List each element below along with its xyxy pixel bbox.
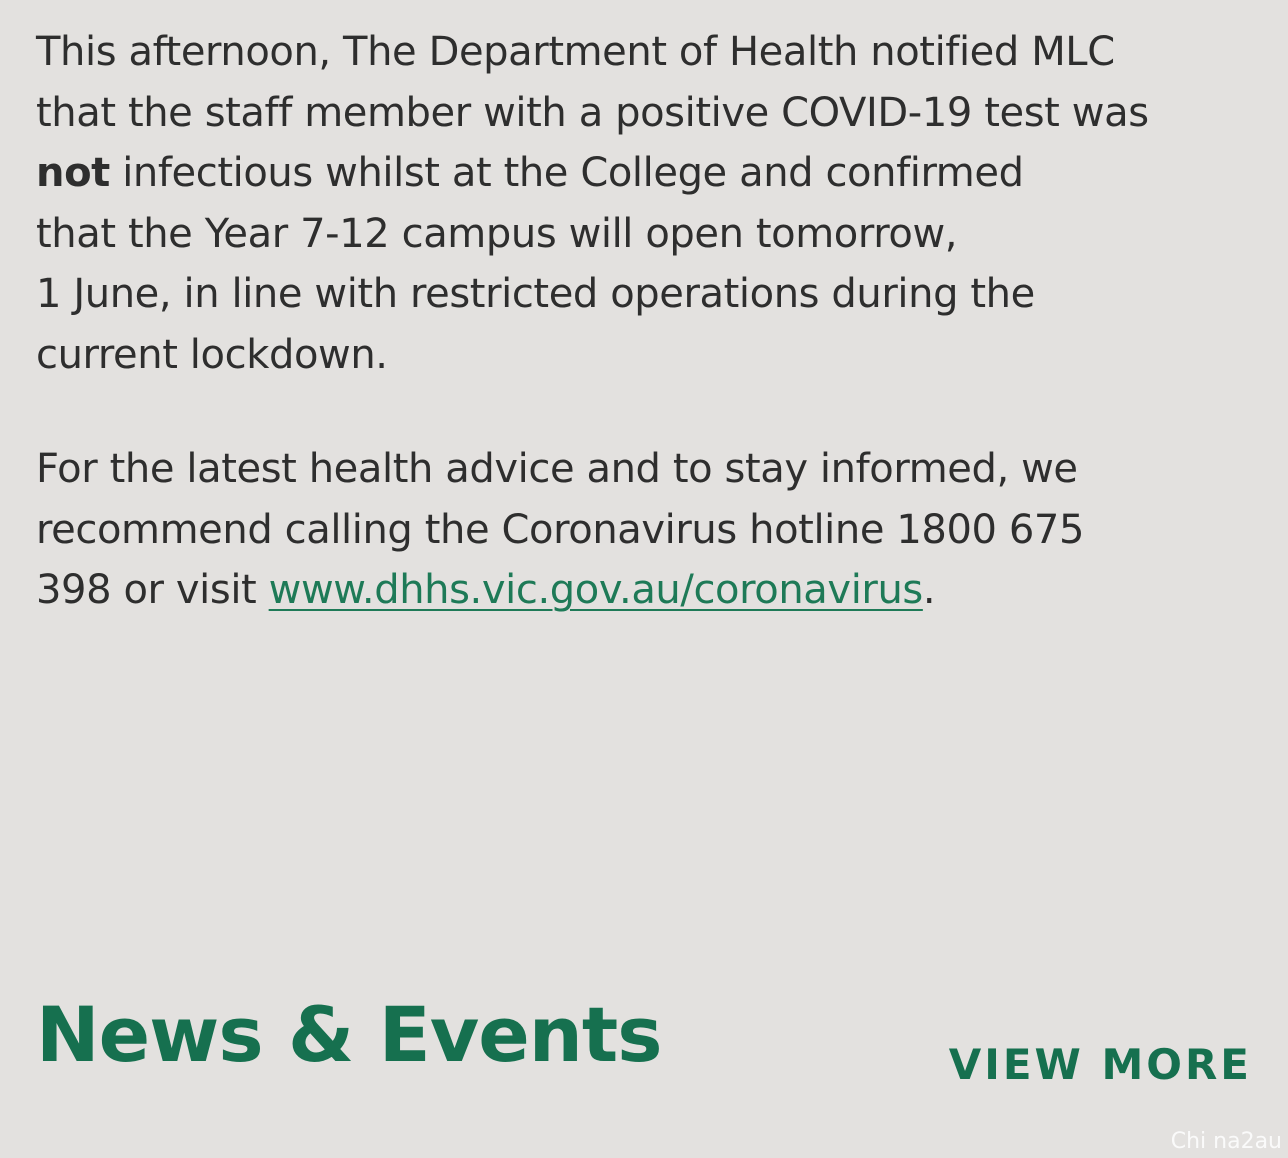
notice-line: 1 June, in line with restricted operations during the: [36, 271, 1035, 317]
notice-line: recommend calling the Coronavirus hotline 1800 675: [36, 506, 1085, 553]
notice-line-text: 398 or visit: [36, 567, 269, 613]
notice-line-text: .: [922, 567, 936, 613]
notice-line: that the staff member with a positive COVID-19 test was: [36, 89, 1149, 136]
covid-notice: [36, 22, 1256, 621]
notice-line: This afternoon, The Department of Health notified MLC: [36, 29, 1115, 75]
emphasis-not: not: [36, 150, 110, 196]
notice-paragraph-2: [36, 439, 1256, 621]
notice-line: that the Year 7-12 campus will open tomorrow,: [36, 210, 958, 257]
watermark: Chi na2au: [1170, 1129, 1282, 1154]
view-more-button[interactable]: VIEW MORE: [948, 1040, 1252, 1089]
notice-line: [36, 560, 1256, 621]
notice-paragraph-1: [36, 22, 1256, 385]
notice-line: For the latest health advice and to stay informed, we: [36, 446, 1078, 492]
notice-line-text: infectious whilst at the College and confirmed: [109, 150, 1024, 196]
notice-line: current lockdown.: [36, 331, 388, 378]
dhhs-coronavirus-link[interactable]: www.dhhs.vic.gov.au/coronavirus: [268, 567, 923, 613]
news-events-title: News & Events: [36, 990, 662, 1079]
notice-line: [36, 143, 1256, 204]
